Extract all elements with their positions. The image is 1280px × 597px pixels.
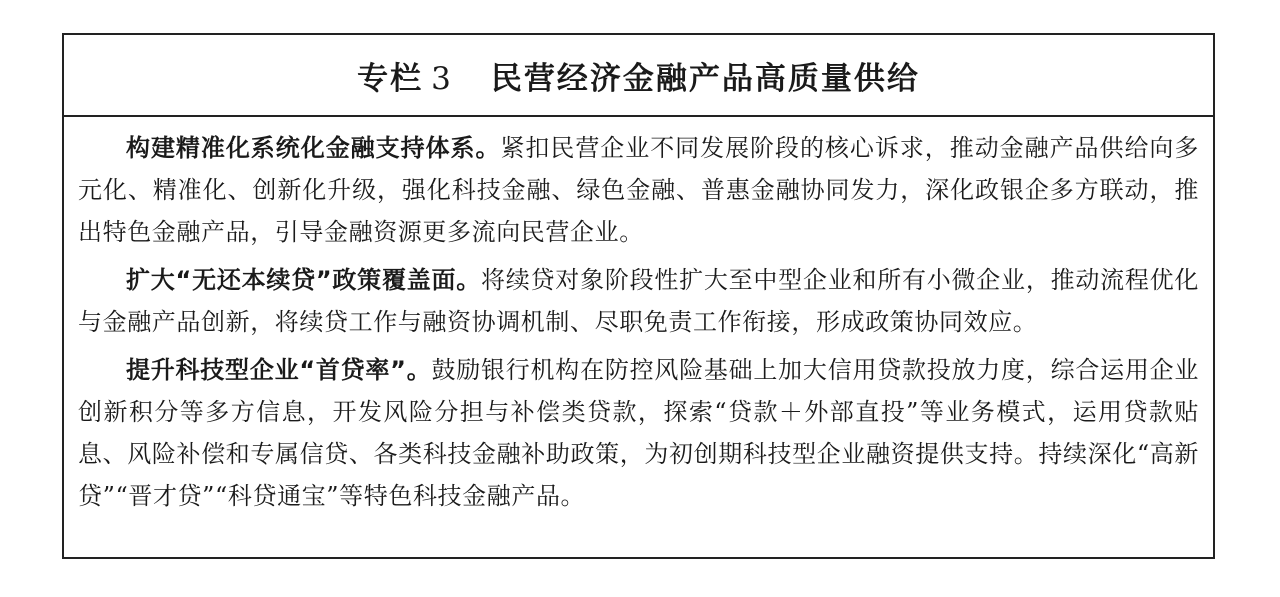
paragraph-body: 紧扣民营企业不同发展阶段的核心诉求，推动金融产品供给向多元化、精准化、创新化升级，强化科技金融、绿色金融、普惠金融协同发力，深化政银企多方联动，推出特色金融产品，引导金融资源更多流向民营企业。 [78,134,1199,246]
paragraph-2 [78,259,1199,343]
paragraph-3 [78,349,1199,517]
paragraph-body: 将续贷对象阶段性扩大至中型企业和所有小微企业，推动流程优化与金融产品创新，将续贷工作与融资协调机制、尽职免责工作衔接，形成政策协同效应。 [78,266,1200,336]
box-content [64,117,1213,517]
title-bar [64,35,1213,117]
paragraph-lead: 提升科技型企业“首贷率”。 [126,356,432,384]
title-prefix: 专栏 [357,60,424,97]
paragraph-body: 鼓励银行机构在防控风险基础上加大信用贷款投放力度，综合运用企业创新积分等多方信息，开发风险分担与补偿类贷款，探索“贷款＋外部直投”等业务模式，运用贷款贴息、风险补偿和专属信贷、各类科技金融补助政策，为初创期科技型企业融资提供支持。持续深化“高新贷”“晋才贷”“科贷通宝”等特色科技金融产品。 [78,356,1199,510]
box-title [357,53,920,98]
title-text: 民营经济金融产品高质量供给 [490,60,920,97]
title-number: 3 [431,60,453,97]
paragraph-lead: 扩大“无还本续贷”政策覆盖面。 [126,266,482,294]
paragraph-1 [78,127,1199,253]
paragraph-lead: 构建精准化系统化金融支持体系。 [126,134,501,162]
feature-box [62,33,1215,559]
